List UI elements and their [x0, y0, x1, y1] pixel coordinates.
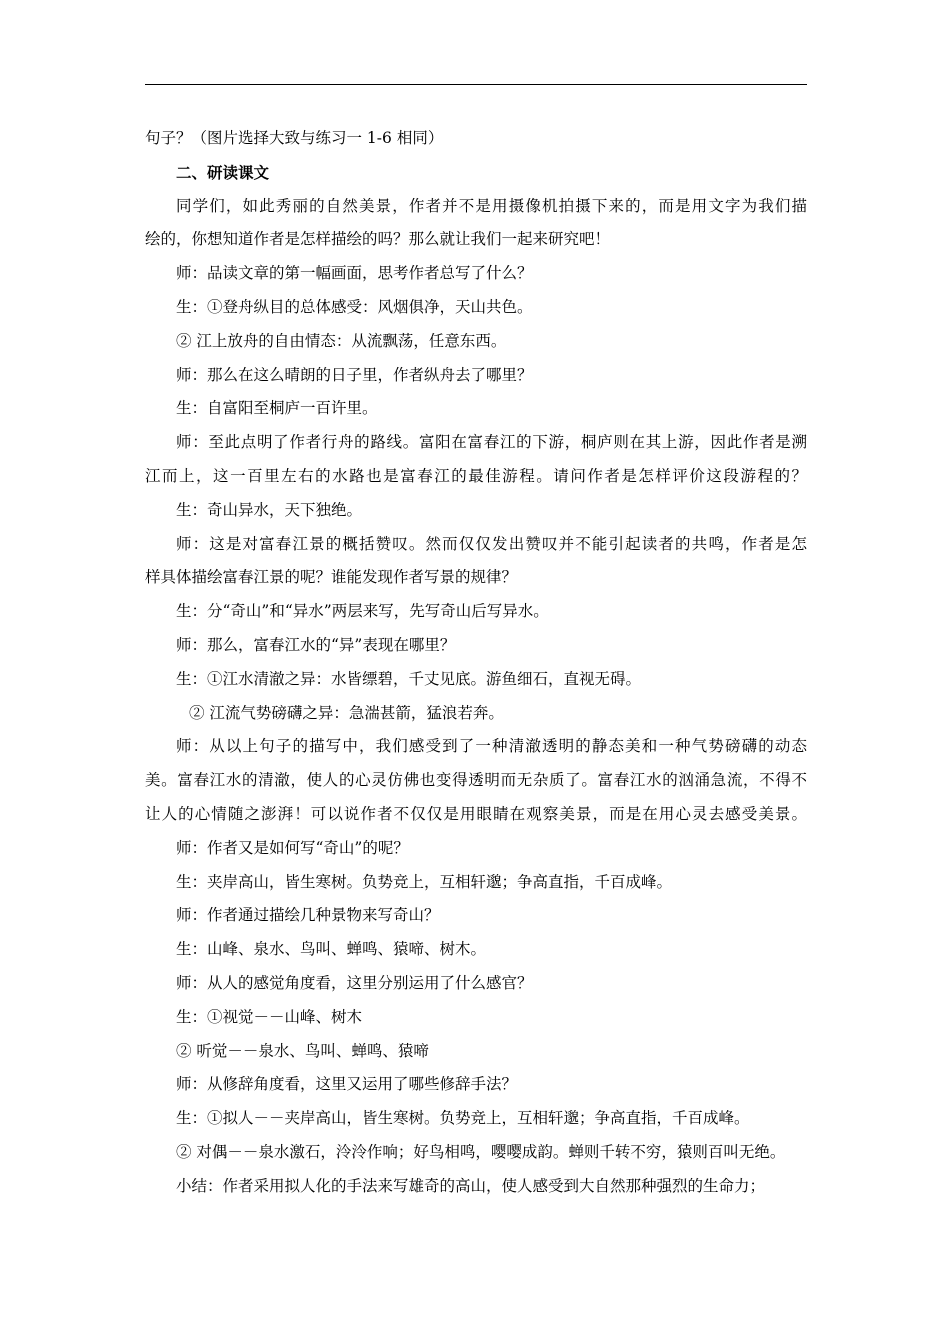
paragraph-line: 绘的，你想知道作者是怎样描绘的吗？那么就让我们一起来研究吧！ [145, 230, 611, 249]
dialogue-line: ② 对偶－－泉水激石，泠泠作响；好鸟相鸣，嘤嘤成韵。蝉则千转不穷，猿则百叫无绝。 [176, 1142, 786, 1161]
dialogue-line: 师：那么在这么晴朗的日子里，作者纵舟去了哪里？ [176, 365, 533, 384]
dialogue-line: 生：夹岸高山，皆生寒树。负势竞上，互相轩邈；争高直指，千百成峰。 [176, 872, 673, 891]
paragraph-line: 让人的心情随之澎湃！可以说作者不仅仅是用眼睛在观察美景，而是在用心灵去感受美景。 [145, 804, 807, 823]
dialogue-line: ② 江流气势磅礴之异：急湍甚箭，猛浪若奔。 [189, 703, 504, 722]
dialogue-line: 生：自富阳至桐庐一百许里。 [176, 399, 378, 418]
paragraph-line: 同学们，如此秀丽的自然美景，作者并不是用摄像机拍摄下来的，而是用文字为我们描 [176, 196, 807, 215]
paragraph-line: 师：从以上句子的描写中，我们感受到了一种清澈透明的静态美和一种气势磅礴的动态 [176, 737, 807, 756]
dialogue-line: 师：从人的感觉角度看，这里分别运用了什么感官？ [176, 973, 533, 992]
dialogue-line: 生：奇山异水，天下独绝。 [176, 500, 363, 519]
paragraph-line: 师：至此点明了作者行舟的路线。富阳在富春江的下游，桐庐则在其上游，因此作者是溯 [176, 433, 807, 452]
paragraph-line: 样具体描绘富春江景的呢？谁能发现作者写景的规律？ [145, 568, 518, 587]
dialogue-line: 师：作者又是如何写“奇山”的呢？ [176, 838, 409, 857]
dialogue-line: 生：分“奇山”和“异水”两层来写，先写奇山后写异水。 [176, 602, 549, 621]
text-line: 句子？（图片选择大致与练习一 1-6 相同） [145, 129, 444, 147]
dialogue-line: 师：品读文章的第一幅画面，思考作者总写了什么？ [176, 264, 533, 283]
document-body [145, 122, 807, 1204]
dialogue-line: ② 听觉－－泉水、鸟叫、蝉鸣、猿啼 [176, 1041, 429, 1060]
dialogue-line: ② 江上放舟的自由情态：从流飘荡，任意东西。 [176, 331, 507, 350]
paragraph-line: 师：这是对富春江景的概括赞叹。然而仅仅发出赞叹并不能引起读者的共鸣，作者是怎 [176, 534, 807, 553]
dialogue-line: 师：作者通过描绘几种景物来写奇山？ [176, 906, 440, 925]
header-rule [145, 84, 807, 85]
dialogue-line: 生：①拟人－－夹岸高山，皆生寒树。负势竞上，互相轩邈；争高直指，千百成峰。 [176, 1109, 750, 1128]
dialogue-line: 师：从修辞角度看，这里又运用了哪些修辞手法？ [176, 1075, 518, 1094]
section-heading: 二、研读课文 [176, 162, 270, 182]
dialogue-line: 生：山峰、泉水、鸟叫、蝉鸣、猿啼、树木。 [176, 940, 487, 959]
paragraph-line: 美。富春江水的清澈，使人的心灵仿佛也变得透明而无杂质了。富春江水的汹涌急流，不得不 [145, 771, 807, 790]
summary-line: 小结：作者采用拟人化的手法来写雄奇的高山，使人感受到大自然那种强烈的生命力； [176, 1176, 766, 1195]
paragraph-line: 江而上，这一百里左右的水路也是富春江的最佳游程。请问作者是怎样评价这段游程的？ [145, 466, 807, 485]
dialogue-line: 师：那么，富春江水的“异”表现在哪里？ [176, 635, 456, 654]
dialogue-line: 生：①视觉－－山峰、树木 [176, 1007, 363, 1026]
dialogue-line: 生：①江水清澈之异：水皆缥碧，千丈见底。游鱼细石，直视无碍。 [176, 669, 642, 688]
dialogue-line: 生：①登舟纵目的总体感受：风烟俱净，天山共色。 [176, 297, 533, 316]
